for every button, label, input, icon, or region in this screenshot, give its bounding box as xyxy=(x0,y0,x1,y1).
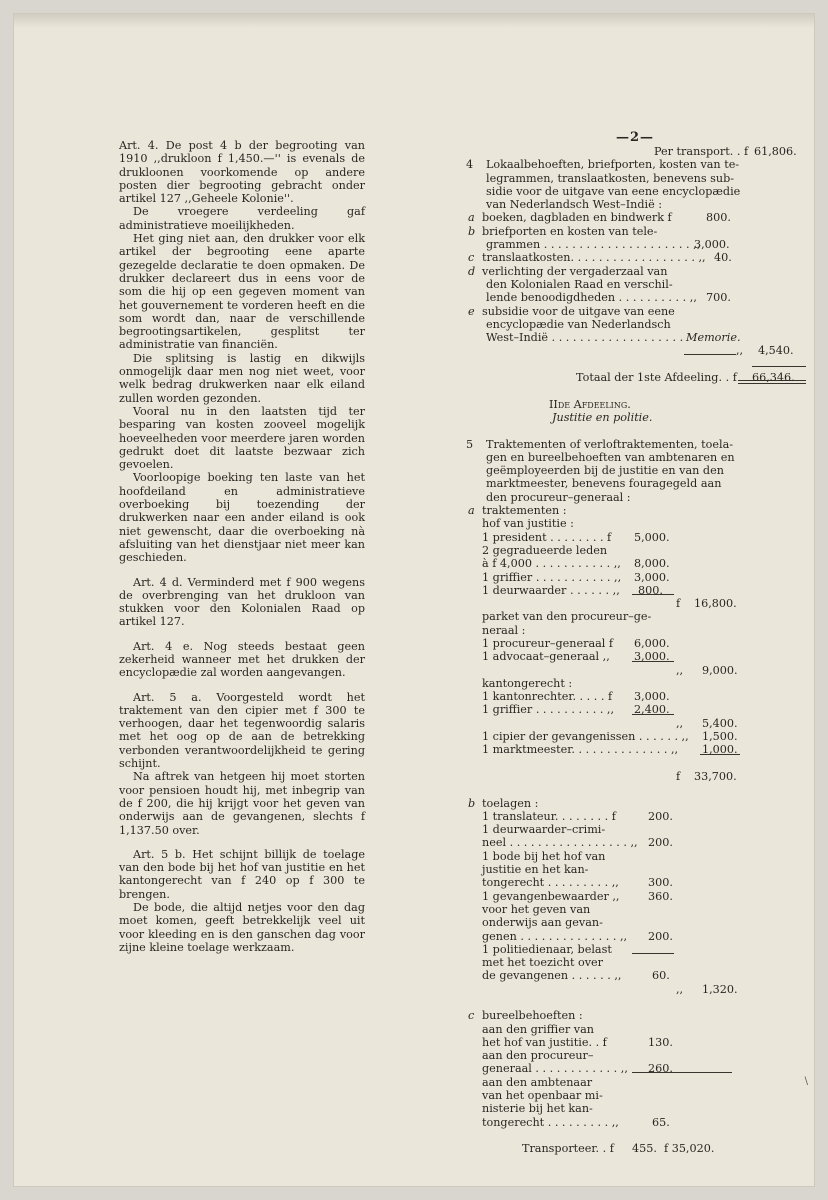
table-cell: Justitie en politie. xyxy=(552,410,653,424)
table-cell: 33,700. xyxy=(694,769,737,783)
table-row xyxy=(454,265,789,278)
table-row xyxy=(454,1062,789,1075)
table-row xyxy=(454,810,789,823)
table-cell: met het toezicht over xyxy=(482,956,604,970)
table-cell: geëmployeerden bij de justitie en van den xyxy=(486,464,724,478)
table-cell: 3,000. xyxy=(634,690,670,704)
table-cell: 1 deurwaarder . . . . . . ,, xyxy=(482,583,620,597)
commentary-column xyxy=(119,139,365,954)
table-cell: genen . . . . . . . . . . . . . . ,, xyxy=(482,929,628,943)
table-cell: den procureur–generaal : xyxy=(486,490,631,504)
table-cell: f xyxy=(676,597,681,611)
table-cell: 5,400. xyxy=(702,716,738,730)
table-row xyxy=(454,637,789,650)
table-cell: sidie voor de uitgave van eene encyclopædie xyxy=(486,184,741,198)
table-row xyxy=(454,358,789,371)
table-row xyxy=(454,278,789,291)
table-cell: 800. xyxy=(706,211,731,225)
table-row xyxy=(454,158,789,171)
commentary-paragraph: De bode, die altijd netjes voor den dag moet komen, geeft betrekkelijk veel uit voor kleeding en is den ganschen dag voor zijne kleine toelage werkzaam. xyxy=(119,901,365,954)
commentary-paragraph: Art. 4. De post 4 b der begrooting van 1910 ,,drukloon f 1,450.—'' is evenals de drukloonen voorkomende op andere posten dier begrooting gebracht onder artikel 127 ,,Geheele Kolonie''. xyxy=(119,139,365,206)
table-cell: e xyxy=(468,304,475,318)
table-cell: tongerecht . . . . . . . . . ,, xyxy=(482,1115,619,1129)
table-cell: 1 gevangenbewaarder ,, xyxy=(482,889,620,903)
table-cell: lende benoodigdheden . . . . . . . . . . ,, xyxy=(486,291,697,305)
table-cell: à f 4,000 . . . . . . . . . . . ,, xyxy=(482,557,621,571)
commentary-paragraph: Art. 4 e. Nog steeds bestaat geen zekerheid wanneer met het drukken der encyclopædie zal worden aangevangen. xyxy=(119,639,365,680)
table-cell: ,, xyxy=(676,663,684,677)
table-row xyxy=(454,211,789,224)
table-row xyxy=(454,823,789,836)
table-row xyxy=(454,451,789,464)
table-cell: b xyxy=(468,224,476,238)
table-cell: 200. xyxy=(648,809,673,823)
table-cell: Lokaalbehoeften, briefporten, kosten van te- xyxy=(486,158,740,172)
table-row xyxy=(454,1036,789,1049)
table-row xyxy=(454,371,795,385)
table-cell: generaal . . . . . . . . . . . . ,, xyxy=(482,1062,628,1076)
table-row xyxy=(454,305,789,318)
table-row xyxy=(454,650,789,663)
table-row xyxy=(454,743,789,756)
table-cell: Totaal der 1ste Afdeeling. . f xyxy=(576,371,737,385)
table-cell: 61,806. xyxy=(754,145,797,158)
commentary-paragraph: Het ging niet aan, den drukker voor elk artikel der begrooting eene aparte gezegelde declaratie te doen opmaken. De drukker declareert dus in eens voor de som die hij op een gegeven moment van het gouvernement te vorderen heeft en die som wordt dan, naar de verschillende begrootingsartikelen, gesplitst ter administratie van financiën. xyxy=(119,232,365,352)
table-cell: toelagen : xyxy=(482,796,539,810)
table-row xyxy=(454,597,789,610)
table-cell: 1,320. xyxy=(702,982,738,996)
table-cell: 5 xyxy=(466,437,474,451)
table-row xyxy=(454,398,789,411)
table-cell: 360. xyxy=(648,889,673,903)
table-row xyxy=(454,1102,789,1115)
table-cell: c xyxy=(468,251,475,265)
table-row xyxy=(454,690,789,703)
table-row xyxy=(454,610,789,623)
table-cell: 800. xyxy=(638,583,663,597)
table-cell: traktementen : xyxy=(482,504,567,518)
table-row xyxy=(454,424,789,437)
table-row xyxy=(454,517,789,530)
table-row xyxy=(454,969,789,982)
table-row xyxy=(454,943,789,956)
table-cell: a xyxy=(468,211,475,225)
table-cell: neel . . . . . . . . . . . . . . . . . ,, xyxy=(482,836,638,850)
table-cell: 1 kantonrechter. . . . . f xyxy=(482,690,613,704)
table-cell: Traktementen of verloftraktementen, toela- xyxy=(486,437,734,451)
table-row xyxy=(454,185,789,198)
table-row xyxy=(454,983,789,996)
table-cell: Transporteer. . f xyxy=(522,1142,614,1156)
table-cell: 3,000. xyxy=(694,238,730,252)
table-cell: briefporten en kosten van tele- xyxy=(482,224,658,238)
table-row xyxy=(454,1116,789,1129)
table-cell: ,, xyxy=(676,982,684,996)
table-cell: 60. xyxy=(652,969,670,983)
table-cell: c xyxy=(468,1009,475,1023)
table-row xyxy=(454,504,789,517)
table-row xyxy=(454,717,789,730)
table-cell: 1,500. xyxy=(702,730,738,744)
table-cell: 1 bode bij het hof van xyxy=(482,849,606,863)
table-row xyxy=(454,238,789,251)
table-row xyxy=(454,664,789,677)
table-cell: 1 deurwaarder–crimi- xyxy=(482,823,606,837)
table-row xyxy=(454,331,789,344)
table-cell: boeken, dagbladen en bindwerk f xyxy=(482,211,672,225)
table-row xyxy=(454,251,789,264)
table-cell: 66,346. xyxy=(752,371,795,385)
table-cell: 700. xyxy=(706,291,731,305)
table-row xyxy=(454,491,789,504)
table-row xyxy=(454,903,789,916)
table-row xyxy=(454,225,789,238)
table-row xyxy=(454,411,789,424)
table-cell: 1 griffier . . . . . . . . . . . ,, xyxy=(482,570,622,584)
table-cell: tongerecht . . . . . . . . . ,, xyxy=(482,876,619,890)
table-row xyxy=(454,291,789,304)
table-cell: 1,000. xyxy=(702,743,738,757)
table-cell: grammen . . . . . . . . . . . . . . . . . . . . . ,, xyxy=(486,238,701,252)
table-cell: f xyxy=(676,769,681,783)
table-row xyxy=(454,783,789,796)
table-row xyxy=(454,930,789,943)
table-cell: 200. xyxy=(648,836,673,850)
table-cell: 1 marktmeester. . . . . . . . . . . . . . ,, xyxy=(482,743,679,757)
table-cell: het hof van justitie. . f xyxy=(482,1035,607,1049)
table-row xyxy=(454,438,789,451)
table-row xyxy=(454,1049,789,1062)
commentary-paragraph: Art. 5 b. Het schijnt billijk de toelage van den bode bij het hof van justitie en het kantongerecht van f 240 op f 300 te brengen. xyxy=(119,847,365,901)
table-row xyxy=(454,703,789,716)
table-cell: 130. xyxy=(648,1035,673,1049)
table-cell: b xyxy=(468,796,476,810)
table-cell: bureelbehoeften : xyxy=(482,1009,583,1023)
table-row xyxy=(454,477,789,490)
table-row xyxy=(454,890,789,903)
table-cell: van het openbaar mi- xyxy=(482,1089,603,1103)
table-cell: van Nederlandsch West–Indië : xyxy=(486,198,663,212)
table-row xyxy=(454,584,789,597)
table-cell: 6,000. xyxy=(634,636,670,650)
table-cell: a xyxy=(468,504,475,518)
table-cell: hof van justitie : xyxy=(482,517,574,531)
table-cell: onderwijs aan gevan- xyxy=(482,916,603,930)
table-row xyxy=(454,770,789,783)
table-row xyxy=(454,145,797,158)
table-cell: 4 xyxy=(466,158,474,172)
table-cell: subsidie voor de uitgave van eene xyxy=(482,304,675,318)
table-cell: 1 advocaat–generaal ,, xyxy=(482,650,610,664)
table-cell: aan den griffier van xyxy=(482,1022,594,1036)
table-row xyxy=(454,172,789,185)
table-row xyxy=(454,916,789,929)
commentary-paragraph: Na aftrek van hetgeen hij moet storten voor pensioen houdt hij, met inbegrip van de f 200, die hij krijgt voor het geven van onderwijs aan de gevangenen, slechts f 1,137.50 over. xyxy=(119,770,365,837)
table-cell: 3,000. xyxy=(634,570,670,584)
table-row xyxy=(454,1142,789,1155)
table-cell: 3,000. xyxy=(634,650,670,664)
table-cell: 2 gegradueerde leden xyxy=(482,543,608,557)
table-row xyxy=(454,1129,789,1142)
commentary-paragraph: Die splitsing is lastig en dikwijls onmogelijk daar men nog niet weet, voor welk bedrag drukwerken naar elk eiland zullen worden gezonden. xyxy=(119,351,365,405)
table-cell: 4,540. xyxy=(758,344,794,358)
table-cell: kantongerecht : xyxy=(482,676,573,690)
table-cell: 2,400. xyxy=(634,703,670,717)
table-cell: parket van den procureur–ge- xyxy=(482,610,652,624)
table-cell: verlichting der vergaderzaal van xyxy=(482,264,668,278)
table-cell: 9,000. xyxy=(702,663,738,677)
table-cell: 5,000. xyxy=(634,530,670,544)
commentary-paragraph: Art. 4 d. Verminderd met f 900 wegens de overbrenging van het drukloon van stukken voor den Kolonialen Raad op artikel 127. xyxy=(119,575,365,629)
table-row xyxy=(454,1009,789,1022)
table-cell: 1 griffier . . . . . . . . . . ,, xyxy=(482,703,615,717)
table-cell: 455. xyxy=(632,1142,657,1156)
table-cell: ,, xyxy=(736,344,744,358)
table-cell: aan den procureur– xyxy=(482,1049,594,1063)
table-cell: encyclopædie van Nederlandsch xyxy=(486,317,671,331)
table-cell: gen en bureelbehoeften van ambtenaren en xyxy=(486,450,735,464)
table-cell: 16,800. xyxy=(694,597,737,611)
table-row xyxy=(454,318,789,331)
table-row xyxy=(454,464,789,477)
commentary-paragraph: Art. 5 a. Voorgesteld wordt het traktement van den cipier met f 300 te verhoogen, daar het tegenwoordig salaris met het oog op de aan de betrekking verbonden verantwoordelijkheid te gering schijnt. xyxy=(119,690,365,771)
table-cell: aan den ambtenaar xyxy=(482,1075,593,1089)
margin-mark: \ xyxy=(804,1076,808,1087)
table-cell: translaatkosten. . . . . . . . . . . . . . . . . . ,, xyxy=(482,251,706,265)
table-row xyxy=(454,797,789,810)
table-cell: 300. xyxy=(648,876,673,890)
table-cell: 40. xyxy=(714,251,732,265)
table-row xyxy=(454,996,789,1009)
table-cell: IIde Afdeeling. xyxy=(549,397,631,411)
table-cell: 200. xyxy=(648,929,673,943)
table-cell: 1 procureur–generaal f xyxy=(482,636,614,650)
table-row xyxy=(454,863,789,876)
table-row xyxy=(454,757,789,770)
table-cell: neraal : xyxy=(482,623,526,637)
table-cell: 1 president . . . . . . . . f xyxy=(482,530,612,544)
table-row xyxy=(454,677,789,690)
table-row xyxy=(454,344,794,358)
table-row xyxy=(454,850,789,863)
table-cell: voor het geven van xyxy=(482,902,591,916)
table-cell: legrammen, translaatkosten, benevens sub- xyxy=(486,171,735,185)
table-cell: West–Indië . . . . . . . . . . . . . . . . . . . xyxy=(486,331,684,345)
commentary-paragraph: Vooral nu in den laatsten tijd ter besparing van kosten zooveel mogelijk hoeveelheden voor meerdere jaren worden gedrukt doet dit laatste bezwaar zich gevoelen. xyxy=(119,404,365,472)
table-row xyxy=(454,1023,789,1036)
table-cell: Per transport. . f xyxy=(654,145,749,158)
table-cell: d xyxy=(468,264,476,278)
table-row xyxy=(454,198,789,211)
table-row xyxy=(454,571,789,584)
table-row xyxy=(454,730,789,743)
table-row xyxy=(454,531,789,544)
table-row xyxy=(454,1089,789,1102)
table-row xyxy=(454,557,789,570)
document-page xyxy=(14,14,814,1186)
table-cell: Memorie. xyxy=(686,331,741,345)
table-cell: de gevangenen . . . . . . ,, xyxy=(482,969,622,983)
table-cell: 260. xyxy=(648,1062,673,1076)
table-cell: f 35,020. xyxy=(664,1142,715,1156)
table-row xyxy=(454,384,789,397)
table-row xyxy=(454,956,789,969)
table-row xyxy=(454,1076,789,1089)
table-cell: 1 translateur. . . . . . . . f xyxy=(482,809,616,823)
table-cell: 8,000. xyxy=(634,557,670,571)
table-cell: 65. xyxy=(652,1115,670,1129)
commentary-paragraph: Voorloopige boeking ten laste van het hoofdeiland en administratieve overboeking bij toezending der drukwerken naar een ander eiland is ook niet gewenscht, daar die overboeking nà afsluiting van het dienstjaar niet meer kan geschieden. xyxy=(119,471,365,565)
table-row xyxy=(454,836,789,849)
commentary-paragraph: De vroegere verdeeling gaf administratieve moeilijkheden. xyxy=(119,205,365,232)
page-number: —2— xyxy=(616,130,655,145)
table-cell: nisterie bij het kan- xyxy=(482,1102,593,1116)
table-row xyxy=(454,624,789,637)
table-cell: marktmeester, benevens fouragegeld aan xyxy=(486,477,722,491)
budget-table xyxy=(454,145,797,1156)
table-cell: justitie en het kan- xyxy=(482,863,589,877)
table-cell: ,, xyxy=(676,716,684,730)
table-cell: 1 politiedienaar, belast xyxy=(482,942,612,956)
table-row xyxy=(454,876,789,889)
table-cell: 1 cipier der gevangenissen . . . . . . ,, xyxy=(482,730,689,744)
table-cell: den Kolonialen Raad en verschil- xyxy=(486,277,673,291)
table-row xyxy=(454,544,789,557)
